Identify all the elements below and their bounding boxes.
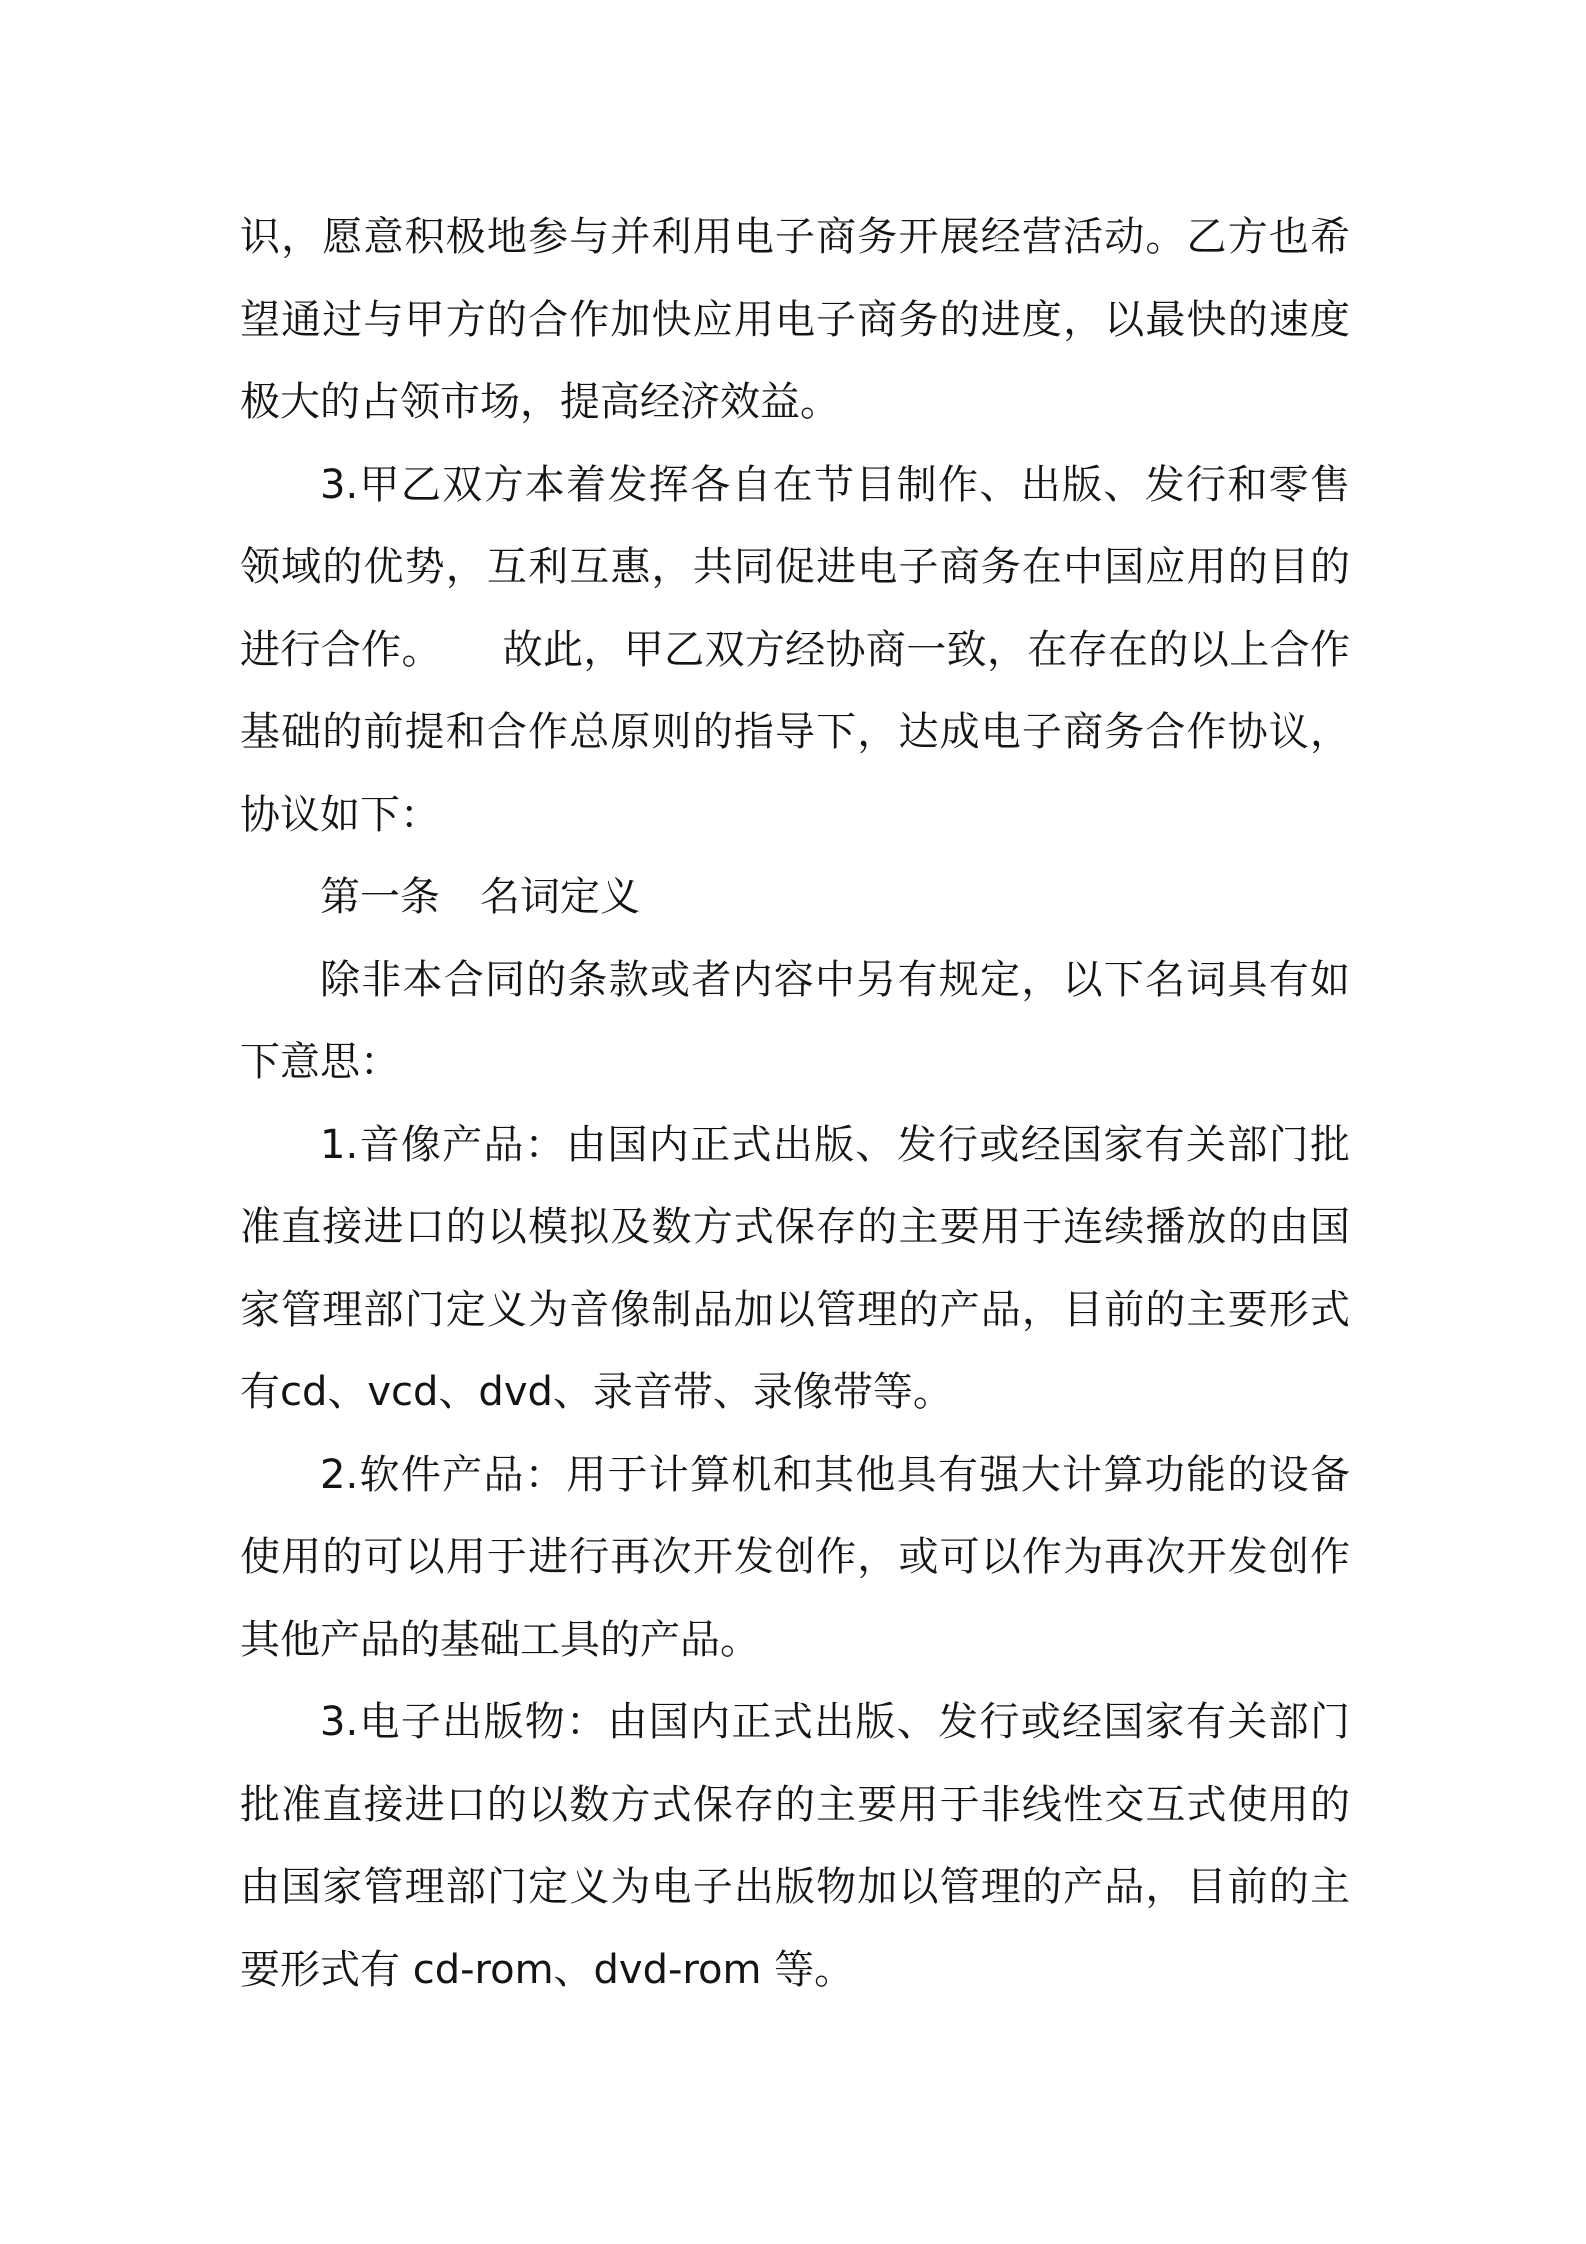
paragraph-item-3: 3.甲乙双方本着发挥各自在节目制作、出版、发行和零售领域的优势，互利互惠，共同促进电子商务在中国应用的目的进行合作。 故此，甲乙双方经协商一致，在存在的以上合作基础的前提和合作总原则的指导下，达成电子商务合作协议，协议如下： — [240, 461, 1350, 838]
article-one-heading: 第一条 名词定义 — [320, 874, 640, 920]
document-page — [240, 196, 1350, 2011]
paragraph-continuation: 识，愿意积极地参与并利用电子商务开展经营活动。乙方也希望通过与甲方的合作加快应用电子商务的进度，以最快的速度极大的占领市场，提高经济效益。 — [240, 214, 1350, 425]
paragraph-definitions-intro: 除非本合同的条款或者内容中另有规定，以下名词具有如下意思： — [240, 956, 1350, 1085]
definition-electronic-publication: 3.电子出版物：由国内正式出版、发行或经国家有关部门批准直接进口的以数方式保存的主要用于非线性交互式使用的由国家管理部门定义为电子出版物加以管理的产品，目前的主要形式有 cd-rom、dvd-rom 等。 — [240, 1699, 1350, 1993]
definition-audio-video: 1.音像产品：由国内正式出版、发行或经国家有关部门批准直接进口的以模拟及数方式保存的主要用于连续播放的由国家管理部门定义为音像制品加以管理的产品，目前的主要形式有cd、vcd、dvd、录音带、录像带等。 — [240, 1121, 1350, 1415]
definition-software: 2.软件产品：用于计算机和其他具有强大计算功能的设备使用的可以用于进行再次开发创作，或可以作为再次开发创作其他产品的基础工具的产品。 — [240, 1451, 1350, 1663]
